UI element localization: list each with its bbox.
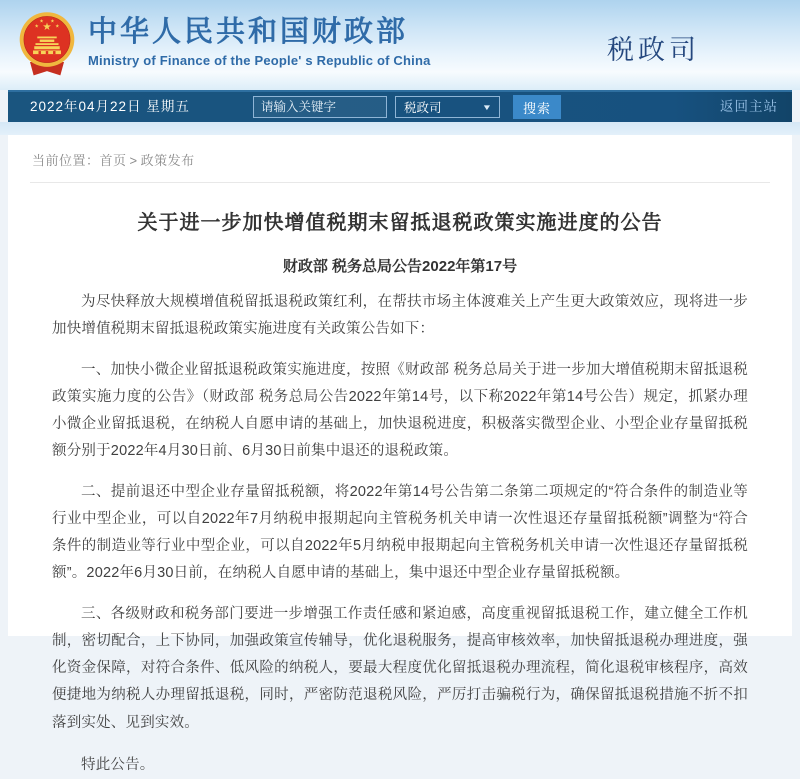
breadcrumb-label: 当前位置：: [32, 153, 100, 168]
top-navbar: [8, 90, 792, 122]
search-scope-value: 税政司: [404, 101, 442, 115]
department-name: 税政司: [607, 35, 700, 65]
return-home-link[interactable]: 返回主站: [720, 99, 778, 114]
site-title: 中华人民共和国财政部: [88, 16, 409, 48]
article-body: [8, 210, 792, 779]
article-paragraph: 二、提前退还中型企业存量留抵税额，将2022年第14号公告第二条第二项规定的“符合条件的制造业等行业中型企业，可以自2022年7月纳税申报期起向主管税务机关申请一次性退还存量留抵税额”调整为“符合条件的制造业等行业中型企业，可以自2022年5月纳税申报期起向主管税务机关申请一次性退还存量留抵税额”。2022年6月30日前，在纳税人自愿申请的基础上，集中退还中型企业存量留抵税额。: [52, 483, 748, 582]
header-bottom-strip: [0, 122, 800, 135]
chevron-down-icon: ▼: [481, 102, 493, 112]
national-emblem-icon: [16, 11, 78, 79]
site-header: [0, 0, 800, 90]
document-number: 财政部 税务总局公告2022年第17号: [282, 258, 518, 275]
breadcrumb-separator: >: [129, 153, 138, 168]
breadcrumb-divider: [30, 182, 770, 183]
current-date: 2022年04月22日 星期五: [30, 99, 190, 114]
article-title: 关于进一步加快增值税期末留抵退税政策实施进度的公告: [137, 212, 663, 234]
article-paragraph: 一、加快小微企业留抵退税政策实施进度，按照《财政部 税务总局关于进一步加大增值税期末留抵退税政策实施力度的公告》（财政部 税务总局公告2022年第14号，以下称2022年第14号公告）规定，抓紧办理小微企业留抵退税，在纳税人自愿申请的基础上，加快退税进度，积极落实微型企业、小型企业存量留抵税额分别于2022年4月30日前、6月30日前集中退还的退税政策。: [52, 361, 748, 460]
breadcrumb-section-link[interactable]: 政策发布: [140, 153, 195, 168]
svg-text:★: ★: [39, 19, 44, 25]
article-closing: 特此公告。: [81, 756, 155, 773]
breadcrumb-home-link[interactable]: 首页: [99, 153, 127, 168]
site-subtitle: Ministry of Finance of the People' s Republic of China: [88, 53, 431, 69]
article-paragraph: 三、各级财政和税务部门要进一步增强工作责任感和紧迫感，高度重视留抵退税工作，建立健全工作机制，密切配合，上下协同，加强政策宣传辅导，优化退税服务，提高审核效率，加快留抵退税办理进度，强化资金保障，对符合条件、低风险的纳税人，要最大程度优化留抵退税办理流程，简化退税审核程序，高效便捷地为纳税人办理留抵退税，同时，严密防范退税风险，严厉打击骗税行为，确保留抵退税措施不折不扣落到实处、见到实效。: [52, 605, 748, 731]
svg-text:★: ★: [50, 19, 55, 25]
search-scope-dropdown[interactable]: [395, 96, 500, 118]
breadcrumb: [8, 135, 792, 182]
svg-text:★: ★: [34, 24, 39, 30]
svg-text:★: ★: [42, 21, 52, 33]
search-input[interactable]: [253, 96, 387, 118]
svg-text:★: ★: [55, 24, 60, 30]
search-button[interactable]: 搜索: [513, 95, 561, 119]
content-area: [8, 135, 792, 773]
article-paragraph: 为尽快释放大规模增值税留抵退税政策红利，在帮扶市场主体渡难关上产生更大政策效应，现将进一步加快增值税期末留抵退税政策实施进度有关政策公告如下：: [52, 294, 748, 338]
